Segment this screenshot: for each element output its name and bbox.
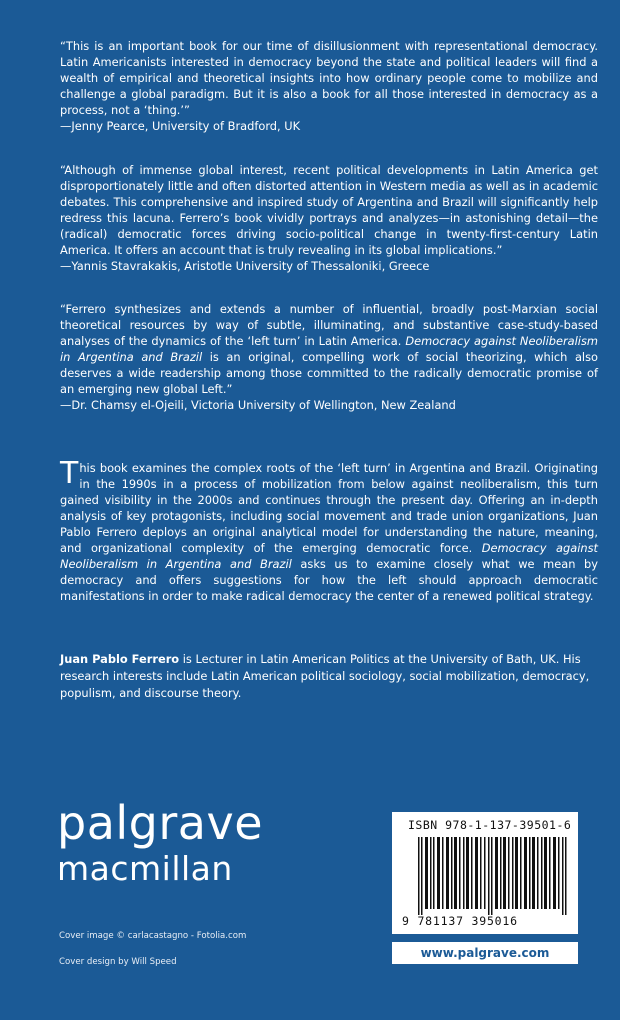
quote-text (60, 301, 598, 397)
publisher-website: www.palgrave.com (392, 942, 578, 964)
cover-image-credit: Cover image © carlacastagno - Fotolia.com (59, 931, 247, 941)
barcode-icon (418, 837, 568, 915)
quote-text: “This is an important book for our time of disillusionment with representational democracy. Latin Americanists interested in democracy beyond the state and political leaders will find a wealth of empirical and theoretical insights into how ordinary people come to mobilize and challenge a global paradigm. But it is also a book for all those interested in democracy as a process, not a ‘thing.’” (60, 39, 598, 117)
quote-attribution: —Yannis Stavrakakis, Aristotle University of Thessaloniki, Greece (60, 259, 430, 273)
quote-attribution: —Dr. Chamsy el-Ojeili, Victoria University of Wellington, New Zealand (60, 398, 456, 412)
author-bio-text: is Lecturer in Latin American Politics at the University of Bath, UK. His research interests include Latin American political sociology, social mobilization, democracy, populism, and discourse theory. (60, 652, 590, 700)
author-bio (60, 651, 598, 702)
endorsement-quote-1 (60, 38, 598, 134)
publisher-logo (57, 796, 263, 888)
isbn-label: ISBN 978-1-137-39501-6 (408, 818, 572, 832)
quote-text-part: is an original, compelling work of social theorizing, which also deserves a wide readership among those committed to the radically democratic promise of an emerging new global Left.” (60, 350, 599, 396)
publisher-logo-line2: macmillan (57, 849, 233, 888)
description-text-part: his book examines the complex roots of the ‘left turn’ in Argentina and Brazil. Originating in the 1990s in a process of mobilization from below against neoliberalism, this turn gained visibility in the 2000s and continues through the present day. Offering an in-depth analysis of key protagonists, including social movement and trade union organizations, Juan Pablo Ferrero deploys an original analytical model for understanding the nature, meaning, and organizational complexity of the emerging democratic force. (60, 461, 598, 555)
book-title-italic: Democracy against Neoliberalism in Argentina and Brazil (60, 334, 599, 364)
quote-text-part: “Ferrero synthesizes and extends a number of influential, broadly post-Marxian social theoretical resources by way of subtle, illuminating, and substantive case-study-based analyses of the dynamics of the ‘left turn’ in Latin America. (60, 302, 598, 348)
quote-text: “Although of immense global interest, recent political developments in Latin America get disproportionately little and often distorted attention in Western media as well as in academic debates. This comprehensive and inspired study of Argentina and Brazil will significantly help redress this lacuna. Ferrero’s book vividly portrays and analyzes—in astonishing detail—the (radical) democratic forces driving socio-political change in twenty-first-century Latin America. It offers an account that is truly revealing in its global implications.” (60, 163, 598, 257)
endorsement-quote-3 (60, 301, 598, 413)
book-description (60, 456, 599, 604)
book-title-italic: Democracy against Neoliberalism in Argentina and Brazil (60, 541, 599, 571)
quote-attribution: —Jenny Pearce, University of Bradford, UK (60, 119, 301, 133)
barcode-digits: 9 781137 395016 (402, 914, 518, 928)
endorsement-quote-2 (60, 162, 598, 274)
publisher-logo-line1: palgrave (57, 796, 263, 850)
description-text-part: asks us to examine closely what we mean by democracy and offers suggestions for how the left should approach democratic manifestations in order to make radical democracy the center of a renewed political strategy. (60, 557, 598, 603)
cover-design-credit: Cover design by Will Speed (59, 957, 177, 967)
drop-cap: T (60, 456, 79, 491)
barcode-panel (392, 812, 578, 934)
author-name: Juan Pablo Ferrero (60, 652, 180, 666)
